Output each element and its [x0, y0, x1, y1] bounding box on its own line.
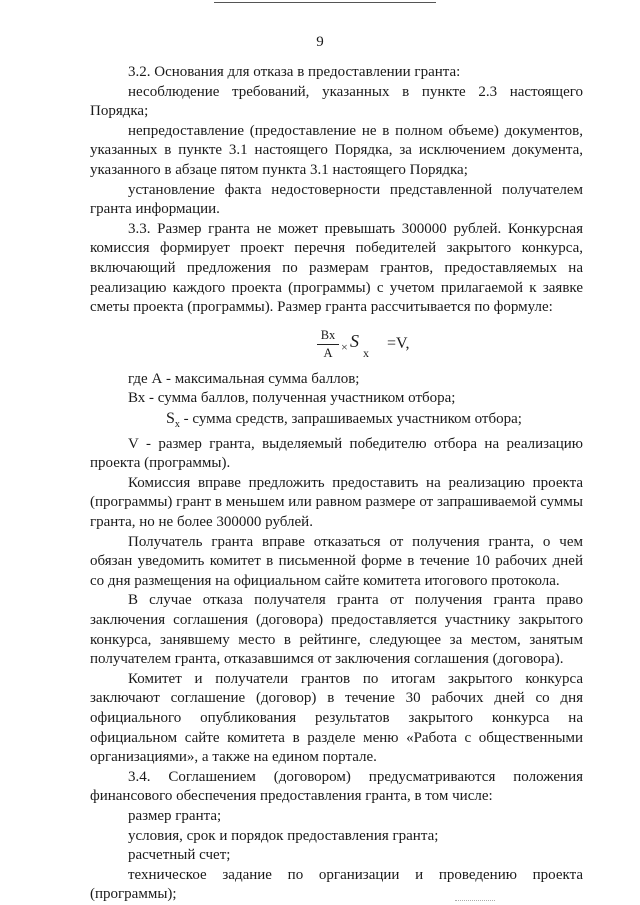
formula-s: S — [350, 330, 359, 351]
formula-s-subscript: x — [363, 345, 369, 360]
top-rule — [214, 2, 436, 3]
sx-subscript: x — [174, 419, 180, 431]
section-3-3-paragraph: 3.3. Размер гранта не может превышать 300000 рублей. Конкурсная комиссия формирует проект перечня победителей закрытого конкурса, включающий предложения по размерам грантов, предоставляемых на реализацию каждого проекта (программы) с учетом прилагаемой к заявке сметы проекта (программы). Размер гранта рассчитывается по формуле: — [90, 220, 583, 316]
formula-result: =V, — [387, 334, 410, 352]
scan-mark — [455, 900, 495, 902]
section-3-2-heading: 3.2. Основания для отказа в предоставлении гранта: — [128, 64, 461, 80]
document-body — [90, 63, 583, 905]
formula-denominator: А — [323, 345, 333, 360]
sx-symbol — [128, 409, 180, 435]
list-item: условия, срок и порядок предоставления гранта; — [128, 827, 439, 844]
paragraph-next-participant: В случае отказа получателя гранта от получения гранта право заключения соглашения (договора) предоставляется участнику закрытого конкурса, занявшему место в рейтинге, следующее за местом, занятым получателем гранта, отказавшимся от заключения соглашения (договора). — [90, 592, 583, 668]
sx-definition-text: - сумма средств, запрашиваемых участником отбора; — [179, 410, 522, 427]
paragraph-refuse: Получатель гранта вправе отказаться от получения гранта, о чем обязан уведомить комитет в письменной форме в течение 10 рабочих дней со дня размещения на официальном сайте комитета итогового протокола. — [90, 533, 583, 589]
definition-bx: Вх - сумма баллов, полученная участником отбора; — [128, 390, 456, 407]
sx-letter: S — [166, 409, 175, 427]
page-number: 9 — [316, 34, 324, 50]
definition-a: где А - максимальная сумма баллов; — [128, 370, 360, 387]
grant-formula — [90, 328, 583, 368]
formula-numerator: Вх — [317, 328, 339, 345]
list-item: размер гранта; — [128, 807, 222, 824]
formula-times: × — [341, 339, 348, 354]
definition-sx — [90, 409, 583, 435]
list-item: техническое задание по организации и проведению проекта (программы); — [90, 866, 583, 903]
paragraph-commission: Комиссия вправе предложить предоставить на реализацию проекта (программы) грант в меньшем или равном размере от запрашиваемой суммы гранта, но не более 300000 рублей. — [90, 474, 583, 531]
list-item: расчетный счет; — [128, 847, 231, 864]
paragraph-agreement: Комитет и получатели грантов по итогам закрытого конкурса заключают соглашение (договор) в течение 30 рабочих дней со дня официального опубликования результатов закрытого конкурса на официальном сайте комитета в разделе меню «Работа с общественными организациями», а также на едином портале. — [90, 670, 583, 766]
section-3-4-heading: 3.4. Соглашением (договором) предусматриваются положения финансового обеспечения предоставления гранта, в том числе: — [90, 768, 583, 805]
list-item: непредоставление (предоставление не в полном объеме) документов, указанных в пункте 3.1 настоящего Порядка, за исключением документа, указанного в абзаце пятом пункта 3.1 настоящего Порядка; — [90, 122, 583, 178]
formula-fraction — [317, 328, 339, 361]
list-item: несоблюдение требований, указанных в пункте 2.3 настоящего Порядка; — [90, 83, 583, 120]
definition-v: V - размер гранта, выделяемый победителю отбора на реализацию проекта (программы). — [90, 435, 583, 472]
list-item: установление факта недостоверности представленной получателем гранта информации. — [90, 181, 583, 218]
